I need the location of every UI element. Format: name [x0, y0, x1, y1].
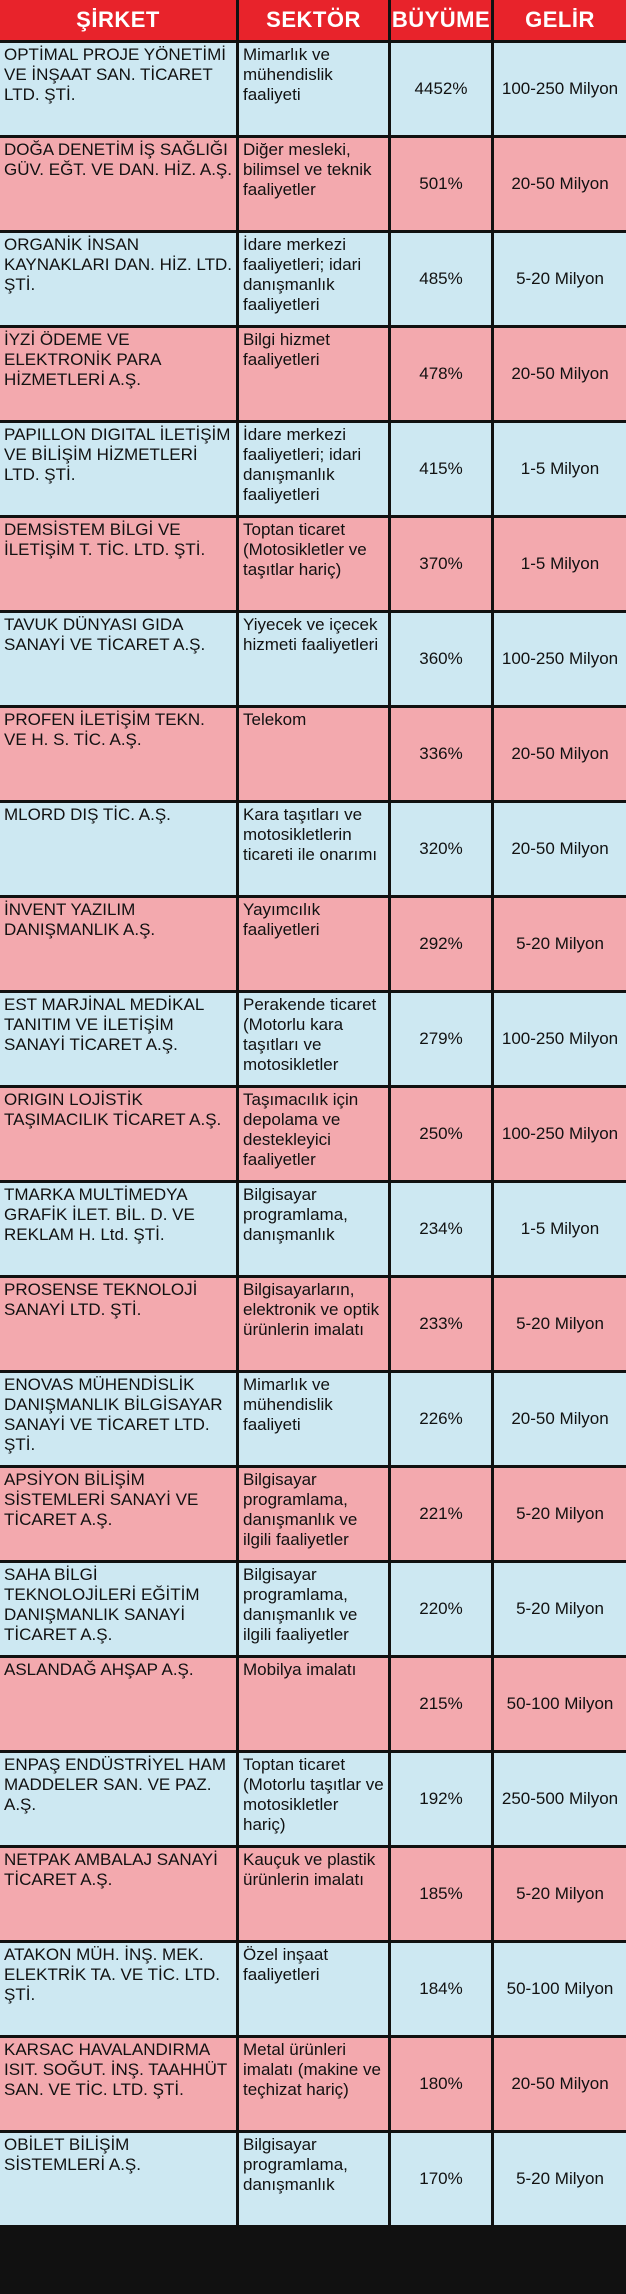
company-cell: ASLANDAĞ AHŞAP A.Ş. — [0, 1658, 239, 1753]
table-row — [0, 328, 626, 423]
growth-cell: 233% — [391, 1278, 494, 1373]
company-cell: ORIGIN LOJİSTİK TAŞIMACILIK TİCARET A.Ş. — [0, 1088, 239, 1183]
table-row — [0, 993, 626, 1088]
growth-cell: 170% — [391, 2133, 494, 2228]
revenue-cell: 5-20 Milyon — [494, 898, 626, 993]
sector-cell: Bilgi hizmet faaliyetleri — [239, 328, 391, 423]
sector-cell: Özel inşaat faaliyetleri — [239, 1943, 391, 2038]
company-cell: OPTİMAL PROJE YÖNETİMİ VE İNŞAAT SAN. TİCARET LTD. ŞTİ. — [0, 43, 239, 138]
company-cell: NETPAK AMBALAJ SANAYİ TİCARET A.Ş. — [0, 1848, 239, 1943]
sector-cell: Kara taşıtları ve motosikletlerin ticareti ile onarımı — [239, 803, 391, 898]
table-row — [0, 1278, 626, 1373]
revenue-cell: 1-5 Milyon — [494, 423, 626, 518]
sector-cell: Taşımacılık için depolama ve destekleyici faaliyetler — [239, 1088, 391, 1183]
company-cell: PROFEN İLETİŞİM TEKN. VE H. S. TİC. A.Ş. — [0, 708, 239, 803]
sector-cell: Bilgisayar programlama, danışmanlık — [239, 2133, 391, 2228]
table-row — [0, 1848, 626, 1943]
revenue-cell: 50-100 Milyon — [494, 1658, 626, 1753]
sector-cell: Yiyecek ve içecek hizmeti faaliyetleri — [239, 613, 391, 708]
company-cell: ORGANİK İNSAN KAYNAKLARI DAN. HİZ. LTD. ŞTİ. — [0, 233, 239, 328]
growth-cell: 415% — [391, 423, 494, 518]
table-row — [0, 1468, 626, 1563]
table-row — [0, 803, 626, 898]
growth-cell: 292% — [391, 898, 494, 993]
company-cell: MLORD DIŞ TİC. A.Ş. — [0, 803, 239, 898]
company-cell: DOĞA DENETİM İŞ SAĞLIĞI GÜV. EĞT. VE DAN. HİZ. A.Ş. — [0, 138, 239, 233]
sector-cell: Perakende ticaret (Motorlu kara taşıtları ve motosikletler — [239, 993, 391, 1088]
company-cell: DEMSİSTEM BİLGİ VE İLETİŞİM T. TİC. LTD. ŞTİ. — [0, 518, 239, 613]
growth-cell: 220% — [391, 1563, 494, 1658]
revenue-cell: 20-50 Milyon — [494, 708, 626, 803]
revenue-cell: 20-50 Milyon — [494, 138, 626, 233]
revenue-cell: 1-5 Milyon — [494, 1183, 626, 1278]
table-row — [0, 2038, 626, 2133]
table-row — [0, 1088, 626, 1183]
revenue-cell: 100-250 Milyon — [494, 43, 626, 138]
revenue-cell: 5-20 Milyon — [494, 233, 626, 328]
table-row — [0, 613, 626, 708]
table-header-row — [0, 0, 626, 43]
table-row — [0, 2133, 626, 2228]
growth-cell: 215% — [391, 1658, 494, 1753]
sector-cell: Bilgisayar programlama, danışmanlık ve ilgili faaliyetler — [239, 1563, 391, 1658]
table-row — [0, 233, 626, 328]
revenue-cell: 20-50 Milyon — [494, 1373, 626, 1468]
sector-cell: Mobilya imalatı — [239, 1658, 391, 1753]
company-cell: ATAKON MÜH. İNŞ. MEK. ELEKTRİK TA. VE TİC. LTD. ŞTİ. — [0, 1943, 239, 2038]
company-cell: OBİLET BİLİŞİM SİSTEMLERİ A.Ş. — [0, 2133, 239, 2228]
revenue-cell: 20-50 Milyon — [494, 328, 626, 423]
company-cell: İNVENT YAZILIM DANIŞMANLIK A.Ş. — [0, 898, 239, 993]
table-row — [0, 1753, 626, 1848]
table-row — [0, 708, 626, 803]
header-sector: SEKTÖR — [239, 0, 391, 43]
company-cell: PROSENSE TEKNOLOJİ SANAYİ LTD. ŞTİ. — [0, 1278, 239, 1373]
sector-cell: Metal ürünleri imalatı (makine ve teçhizat hariç) — [239, 2038, 391, 2133]
revenue-cell: 1-5 Milyon — [494, 518, 626, 613]
company-cell: TMARKA MULTİMEDYA GRAFİK İLET. BİL. D. VE REKLAM H. Ltd. ŞTİ. — [0, 1183, 239, 1278]
sector-cell: Toptan ticaret (Motosikletler ve taşıtlar hariç) — [239, 518, 391, 613]
growth-cell: 501% — [391, 138, 494, 233]
growth-cell: 221% — [391, 1468, 494, 1563]
revenue-cell: 20-50 Milyon — [494, 2038, 626, 2133]
growth-cell: 226% — [391, 1373, 494, 1468]
sector-cell: Bilgisayarların, elektronik ve optik ürünlerin imalatı — [239, 1278, 391, 1373]
table-row — [0, 1658, 626, 1753]
table-row — [0, 1373, 626, 1468]
growth-cell: 279% — [391, 993, 494, 1088]
growth-cell: 192% — [391, 1753, 494, 1848]
revenue-cell: 5-20 Milyon — [494, 1468, 626, 1563]
table-row — [0, 518, 626, 613]
sector-cell: Diğer mesleki, bilimsel ve teknik faaliyetler — [239, 138, 391, 233]
revenue-cell: 20-50 Milyon — [494, 803, 626, 898]
header-revenue: GELİR — [494, 0, 626, 43]
growth-cell: 485% — [391, 233, 494, 328]
sector-cell: Bilgisayar programlama, danışmanlık — [239, 1183, 391, 1278]
company-cell: ENPAŞ ENDÜSTRİYEL HAM MADDELER SAN. VE PAZ. A.Ş. — [0, 1753, 239, 1848]
sector-cell: Telekom — [239, 708, 391, 803]
growth-cell: 184% — [391, 1943, 494, 2038]
revenue-cell: 5-20 Milyon — [494, 2133, 626, 2228]
sector-cell: Toptan ticaret (Motorlu taşıtlar ve motosikletler hariç) — [239, 1753, 391, 1848]
growth-cell: 234% — [391, 1183, 494, 1278]
sector-cell: İdare merkezi faaliyetleri; idari danışmanlık faaliyetleri — [239, 233, 391, 328]
header-growth: BÜYÜME — [391, 0, 494, 43]
sector-cell: Yayımcılık faaliyetleri — [239, 898, 391, 993]
revenue-cell: 5-20 Milyon — [494, 1278, 626, 1373]
company-cell: KARSAC HAVALANDIRMA ISIT. SOĞUT. İNŞ. TAAHHÜT SAN. VE TİC. LTD. ŞTİ. — [0, 2038, 239, 2133]
revenue-cell: 100-250 Milyon — [494, 613, 626, 708]
growth-cell: 370% — [391, 518, 494, 613]
growth-cell: 185% — [391, 1848, 494, 1943]
company-cell: ENOVAS MÜHENDİSLİK DANIŞMANLIK BİLGİSAYAR SANAYİ VE TİCARET LTD. ŞTİ. — [0, 1373, 239, 1468]
table-row — [0, 43, 626, 138]
sector-cell: Bilgisayar programlama, danışmanlık ve ilgili faaliyetler — [239, 1468, 391, 1563]
table-row — [0, 1563, 626, 1658]
company-cell: SAHA BİLGİ TEKNOLOJİLERİ EĞİTİM DANIŞMANLIK SANAYİ TİCARET A.Ş. — [0, 1563, 239, 1658]
revenue-cell: 5-20 Milyon — [494, 1848, 626, 1943]
company-cell: APSİYON BİLİŞİM SİSTEMLERİ SANAYİ VE TİCARET A.Ş. — [0, 1468, 239, 1563]
revenue-cell: 100-250 Milyon — [494, 993, 626, 1088]
revenue-cell: 250-500 Milyon — [494, 1753, 626, 1848]
growth-cell: 180% — [391, 2038, 494, 2133]
sector-cell: Mimarlık ve mühendislik faaliyeti — [239, 43, 391, 138]
growth-cell: 478% — [391, 328, 494, 423]
company-cell: TAVUK DÜNYASI GIDA SANAYİ VE TİCARET A.Ş. — [0, 613, 239, 708]
table-row — [0, 1183, 626, 1278]
table-body — [0, 43, 626, 2228]
growth-cell: 4452% — [391, 43, 494, 138]
company-cell: EST MARJİNAL MEDİKAL TANITIM VE İLETİŞİM SANAYİ TİCARET A.Ş. — [0, 993, 239, 1088]
company-cell: İYZİ ÖDEME VE ELEKTRONİK PARA HİZMETLERİ A.Ş. — [0, 328, 239, 423]
growth-cell: 320% — [391, 803, 494, 898]
table-row — [0, 423, 626, 518]
sector-cell: Kauçuk ve plastik ürünlerin imalatı — [239, 1848, 391, 1943]
company-cell: PAPILLON DIGITAL İLETİŞİM VE BİLİŞİM HİZMETLERİ LTD. ŞTİ. — [0, 423, 239, 518]
table-row — [0, 898, 626, 993]
revenue-cell: 5-20 Milyon — [494, 1563, 626, 1658]
table-row — [0, 1943, 626, 2038]
growth-cell: 250% — [391, 1088, 494, 1183]
growth-cell: 336% — [391, 708, 494, 803]
revenue-cell: 100-250 Milyon — [494, 1088, 626, 1183]
sector-cell: Mimarlık ve mühendislik faaliyeti — [239, 1373, 391, 1468]
table-row — [0, 138, 626, 233]
header-company: ŞİRKET — [0, 0, 239, 43]
growth-cell: 360% — [391, 613, 494, 708]
sector-cell: İdare merkezi faaliyetleri; idari danışmanlık faaliyetleri — [239, 423, 391, 518]
revenue-cell: 50-100 Milyon — [494, 1943, 626, 2038]
